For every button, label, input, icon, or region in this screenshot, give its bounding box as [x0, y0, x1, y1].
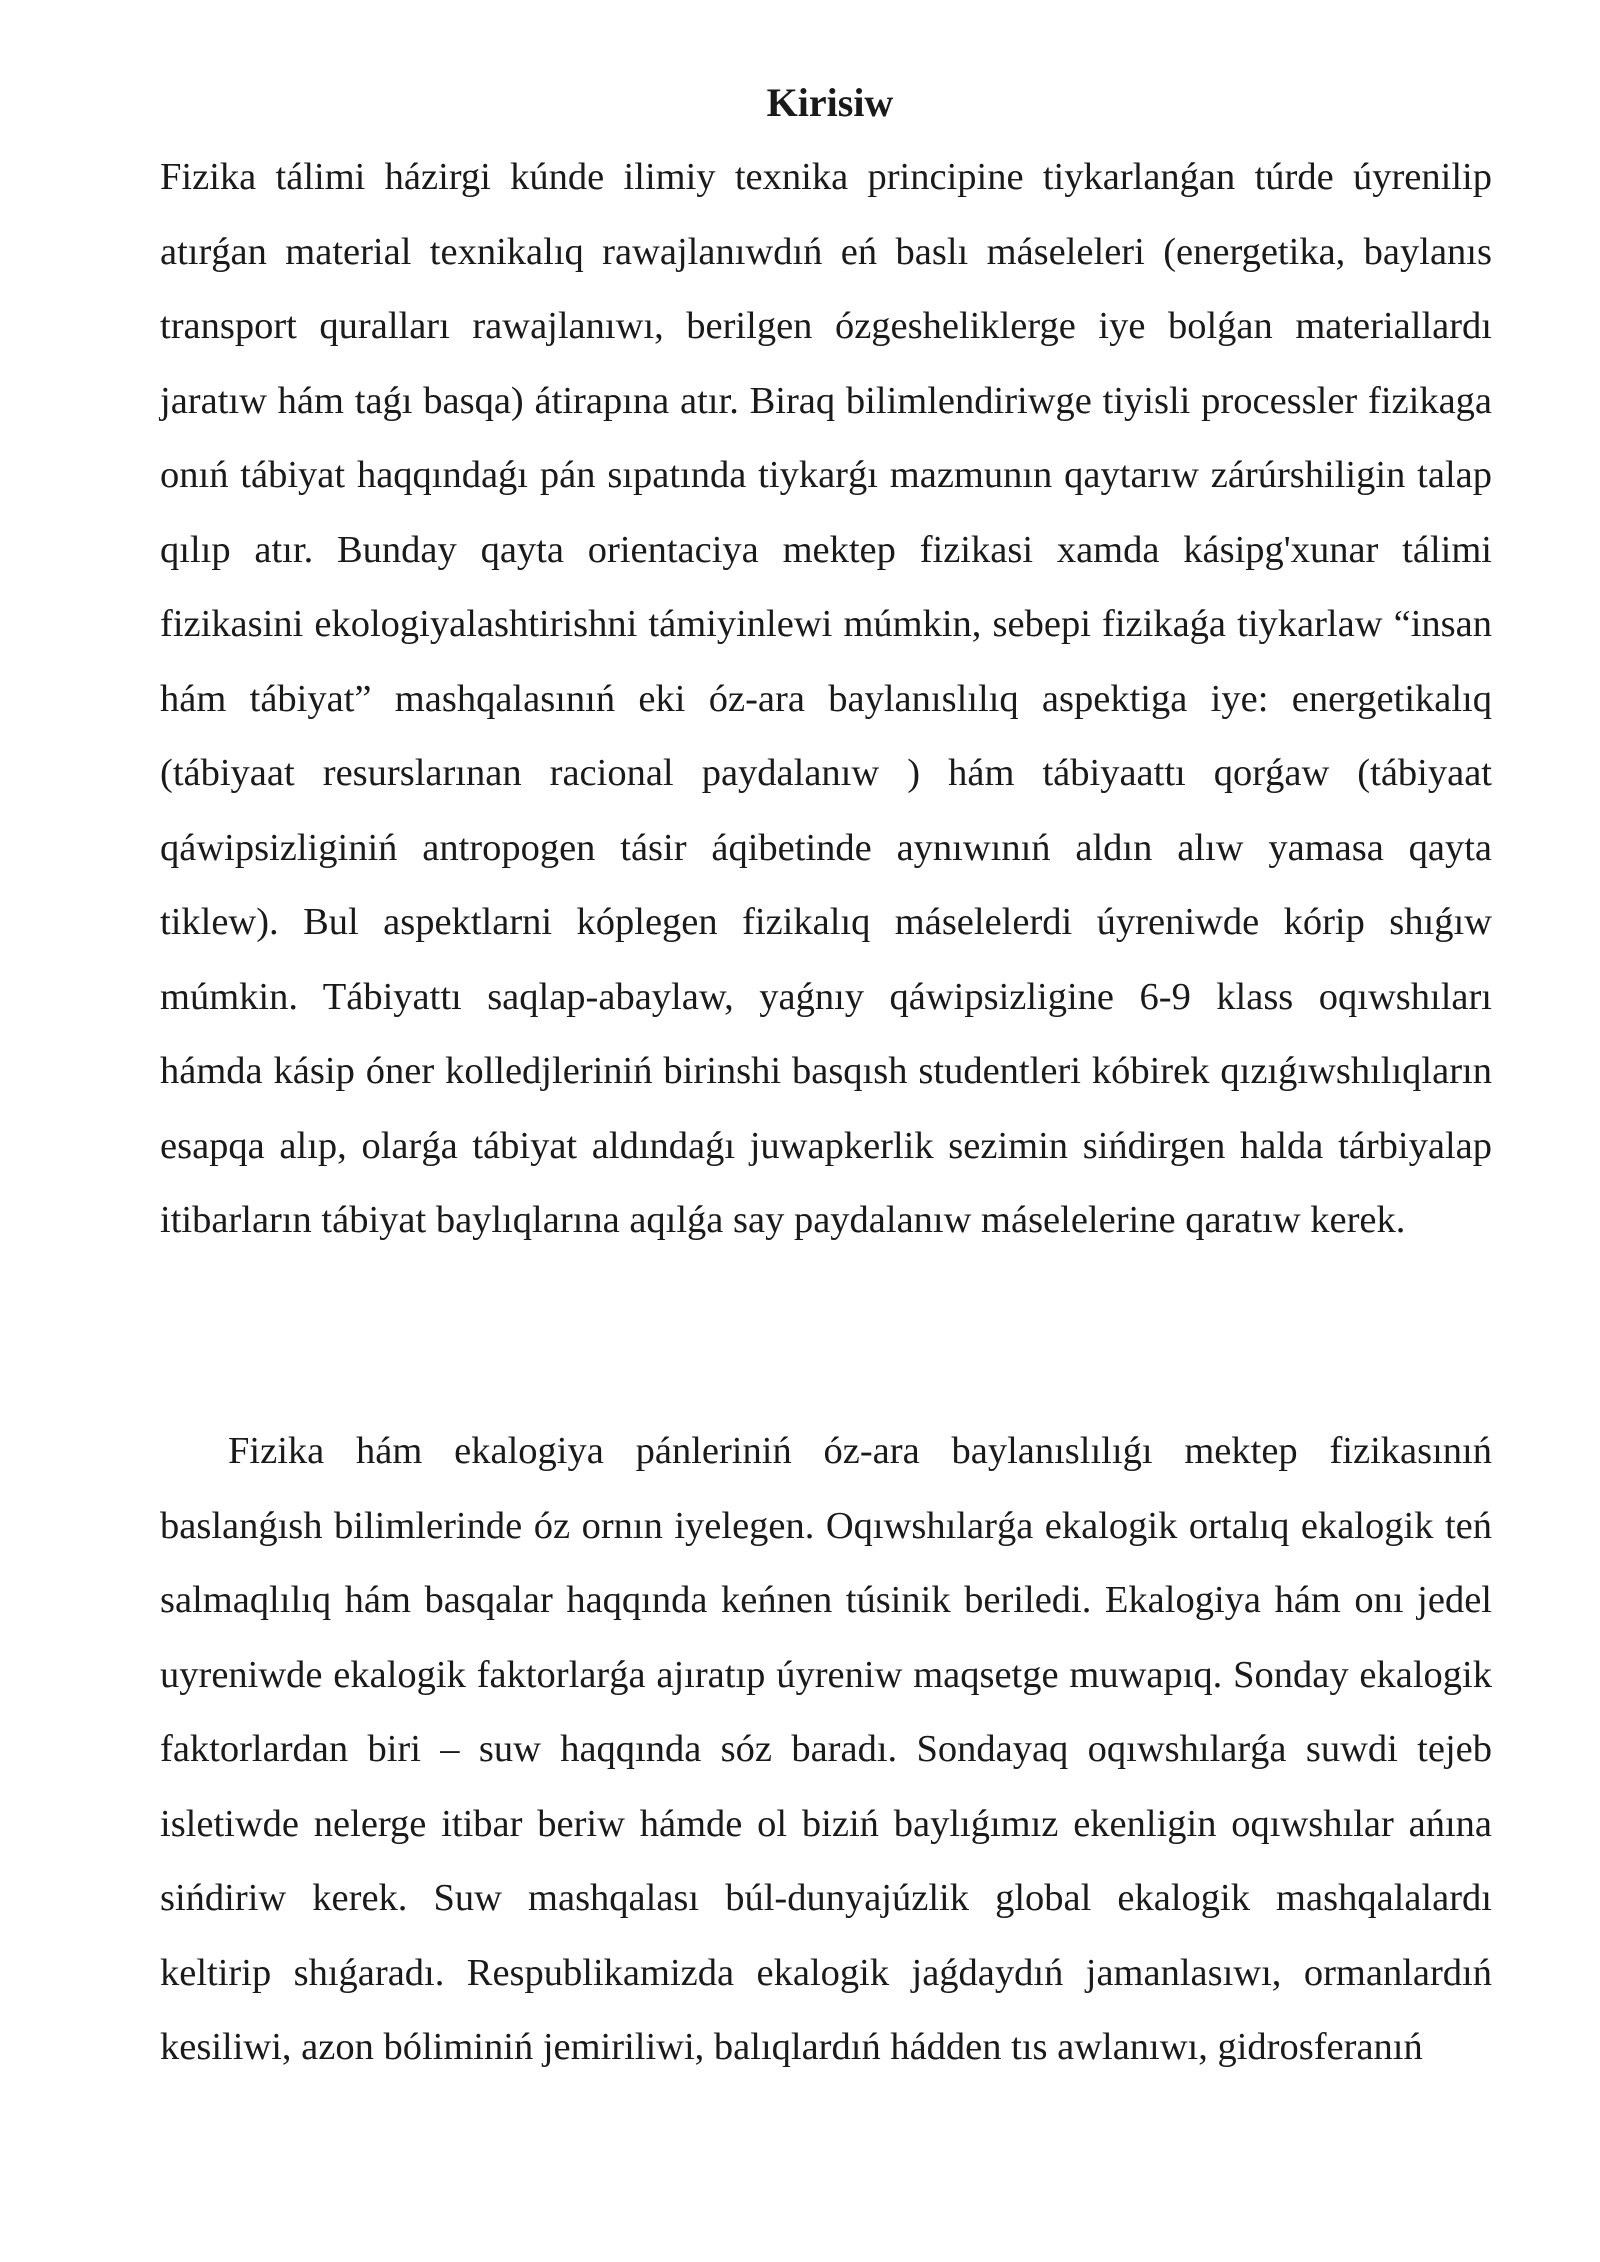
- paragraph-1: Fizika tálimi házirgi kúnde ilimiy texnika principine tiykarlanǵan túrde úyrenilip atırǵan material texnikalıq rawajlanıwdıń eń baslı máseleleri (energetika, baylanıs transport quralları rawajlanıwı, berilgen ózgesheliklerge iye bolǵan materiallardı jaratıw hám taǵı basqa) átirapına atır. Biraq bilimlendiriwge tiyisli processler fizikaga onıń tábiyat haqqındaǵı pán sıpatında tiykarǵı mazmunın qaytarıw zárúrshiligin talap qılıp atır. Bunday qayta orientaciya mektep fizikasi xamda kásipg'xunar tálimi fizikasini ekologiyalashtirishni támiyinlewi múmkin, sebepi fizikaǵa tiykarlaw “insan hám tábiyat” mashqalasınıń eki óz-ara baylanıslılıq aspektiga iye: energetikalıq (tábiyaat resurslarınan racional paydalanıw ) hám tábiyaattı qorǵaw (tábiyaat qáwipsizliginiń antropogen tásir áqibetinde aynıwınıń aldın alıw yamasa qayta tiklew). Bul aspektlarni kóplegen fizikalıq máselelerdi úyreniwde kórip shıǵıw múmkin. Tábiyattı saqlap-abaylaw, yaǵnıy qáwipsizligine 6-9 klass oqıwshıları hámda kásip óner kolledjleriniń birinshi basqısh studentleri kóbirek qızıǵıwshılıqların esapqa alıp, olarǵa tábiyat aldındaǵı juwapkerlik sezimin sińdirgen halda tárbiyalap itibarların tábiyat baylıqlarına aqılǵa say paydalanıw máselelerine qaratıw kerek.: [160, 156, 1492, 1241]
- page-title: Kirisiw: [766, 80, 894, 125]
- paragraph-2: Fizika hám ekalogiya pánleriniń óz-ara baylanıslılıǵı mektep fizikasınıń baslanǵısh bilimlerinde óz ornın iyelegen. Oqıwshılarǵa ekalogik ortalıq ekalogik teń salmaqlılıq hám basqalar haqqında keńnen túsinik beriledi. Ekalogiya hám onı jedel uyreniwde ekalogik faktorlarǵa ajıratıp úyreniw maqsetge muwapıq. Sonday ekalogik faktorlardan biri – suw haqqında sóz baradı. Sondayaq oqıwshılarǵa suwdi tejeb isletiwde nelerge itibar beriw hámde ol biziń baylıǵımız ekenligin oqıwshılar ańına sińdiriw kerek. Suw mashqalası búl-dunyajúzlik global ekalogik mashqalalardı keltirip shıǵaradı. Respublikamizda ekalogik jaǵdaydıń jamanlasıwı, ormanlardıń kesiliwi, azon bóliminiń jemiriliwi, balıqlardıń hádden tıs awlanıwı, gidrosferanıń: [160, 1430, 1492, 2068]
